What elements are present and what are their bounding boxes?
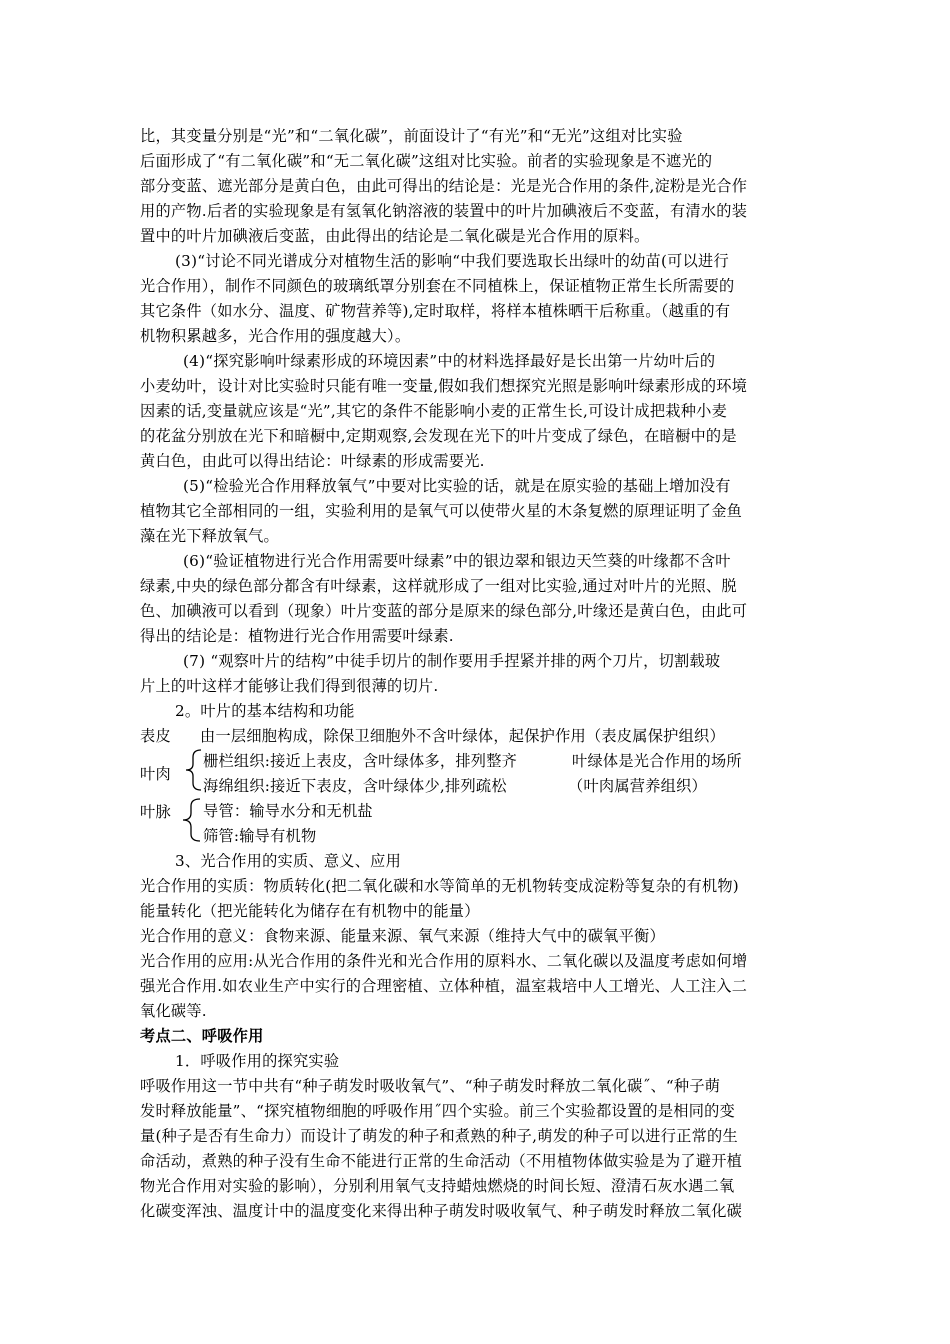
- text-line: 用的产物.后者的实验现象是有氢氧化钠溶液的装置中的叶片加碘液后不变蓝，有清水的装: [140, 202, 748, 220]
- text-line: 化碳变浑浊、温度计中的温度变化来得出种子萌发时吸收氧气、种子萌发时释放二氧化碳: [140, 1202, 743, 1220]
- text-line: 能量转化（把光能转化为储存在有机物中的能量）: [140, 902, 480, 920]
- spongy-note: （叶肉属营养组织）: [568, 777, 707, 795]
- text-line: 比，其变量分别是“光”和“二氧化碳”，前面设计了“有光”和“无光”这组对比实验: [140, 127, 683, 145]
- text-line: 光合作用的意义：食物来源、能量来源、氧气来源（维持大气中的碳氧平衡）: [140, 927, 665, 945]
- text-line: (4)“探究影响叶绿素形成的环境因素”中的材料选择最好是长出第一片幼叶后的: [183, 352, 716, 370]
- palisade-text: 栅栏组织:接近上表皮，含叶绿体多，排列整齐: [203, 752, 518, 770]
- vein-brace: [181, 797, 203, 843]
- vessel-text: 导管：输导水分和无机盐: [203, 802, 373, 820]
- text-line: 光合作用的应用:从光合作用的条件光和光合作用的原料水、二氧化碳以及温度考虑如何增: [140, 952, 748, 970]
- text-line: 命活动，煮熟的种子没有生命不能进行正常的生命活动（不用植物体做实验是为了避开植: [140, 1152, 743, 1170]
- text-line: 其它条件（如水分、温度、矿物营养等),定时取样，将样本植株晒干后称重。（越重的有: [140, 302, 731, 320]
- text-line: (3)“讨论不同光谱成分对植物生活的影响“中我们要选取长出绿叶的幼苗(可以进行: [175, 252, 729, 270]
- section-heading: 2。叶片的基本结构和功能: [175, 702, 355, 720]
- vein-label: 叶脉: [140, 803, 171, 821]
- text-line: 的花盆分别放在光下和暗橱中,定期观察,会发现在光下的叶片变成了绿色，在暗橱中的是: [140, 427, 737, 445]
- spongy-text: 海绵组织:接近下表皮，含叶绿体少,排列疏松: [203, 777, 507, 795]
- text-line: 部分变蓝、遮光部分是黄白色，由此可得出的结论是：光是光合作用的条件,淀粉是光合作: [140, 177, 748, 195]
- text-line: 光合作用），制作不同颜色的玻璃纸罩分别套在不同植株上，保证植物正常生长所需要的: [140, 277, 735, 295]
- text-line: 呼吸作用这一节中共有“种子萌发时吸收氧气”、“种子萌发时释放二氧化碳˝、“种子萌: [140, 1077, 721, 1095]
- text-line: 量(种子是否有生命力）而设计了萌发的种子和煮熟的种子,萌发的种子可以进行正常的生: [140, 1127, 738, 1145]
- text-line: 得出的结论是：植物进行光合作用需要叶绿素.: [140, 627, 454, 645]
- epidermis-label: 表皮: [140, 727, 171, 745]
- section-heading-bold: 考点二、呼吸作用: [140, 1027, 264, 1045]
- text-line: 黄白色，由此可以得出结论：叶绿素的形成需要光.: [140, 452, 485, 470]
- mesophyll-label: 叶肉: [140, 765, 171, 783]
- text-line: (5)“检验光合作用释放氧气”中要对比实验的话，就是在原实验的基础上增加没有: [183, 477, 731, 495]
- text-line: 因素的话,变量就应该是“光”,其它的条件不能影响小麦的正常生长,可设计成把栽种小麦: [140, 402, 728, 420]
- text-line: 光合作用的实质：物质转化(把二氧化碳和水等简单的无机物转变成淀粉等复杂的有机物): [140, 877, 739, 895]
- text-line: 机物积累越多，光合作用的强度越大）。: [140, 327, 411, 345]
- text-line: 后面形成了“有二氧化碳”和“无二氧化碳”这组对比实验。前者的实验现象是不遮光的: [140, 152, 713, 170]
- text-line: 植物其它全部相同的一组，实验利用的是氧气可以使带火星的木条复燃的原理证明了金鱼: [140, 502, 743, 520]
- text-line: 绿素,中央的绿色部分都含有叶绿素，这样就形成了一组对比实验,通过对叶片的光照、脱: [140, 577, 737, 595]
- text-line: (7) “观察叶片的结构”中徒手切片的制作要用手捏紧并排的两个刀片，切割载玻: [183, 652, 721, 670]
- mesophyll-brace: [184, 748, 204, 792]
- text-line: 小麦幼叶，设计对比实验时只能有唯一变量,假如我们想探究光照是影响叶绿素形成的环境: [140, 377, 748, 395]
- text-line: 发时释放能量”、“探究植物细胞的呼吸作用˝四个实验。前三个实验都设置的是相同的变: [140, 1102, 736, 1120]
- palisade-note: 叶绿体是光合作用的场所: [572, 752, 742, 770]
- text-line: 片上的叶这样才能够让我们得到很薄的切片.: [140, 677, 439, 695]
- epidermis-text: 由一层细胞构成，除保卫细胞外不含叶绿体，起保护作用（表皮属保护组织）: [200, 727, 725, 745]
- sieve-text: 筛管:输导有机物: [203, 827, 317, 845]
- text-line: 强光合作用.如农业生产中实行的合理密植、立体种植，温室栽培中人工增光、人工注入二: [140, 977, 748, 995]
- text-line: 置中的叶片加碘液后变蓝，由此得出的结论是二氧化碳是光合作用的原料。: [140, 227, 650, 245]
- text-line: 藻在光下释放氧气。: [140, 527, 279, 545]
- text-line: (6)“验证植物进行光合作用需要叶绿素”中的银边翠和银边天竺葵的叶缘都不含叶: [183, 552, 731, 570]
- text-line: 色、加碘液可以看到（现象）叶片变蓝的部分是原来的绿色部分,叶缘还是黄白色，由此可: [140, 602, 748, 620]
- section-heading: 3、光合作用的实质、意义、应用: [175, 852, 402, 870]
- text-line: 物光合作用对实验的影响），分别利用氧气支持蜡烛燃烧的时间长短、澄清石灰水遇二氧: [140, 1177, 735, 1195]
- sub-heading: 1．呼吸作用的探究实验: [175, 1052, 340, 1070]
- text-line: 氧化碳等.: [140, 1002, 207, 1020]
